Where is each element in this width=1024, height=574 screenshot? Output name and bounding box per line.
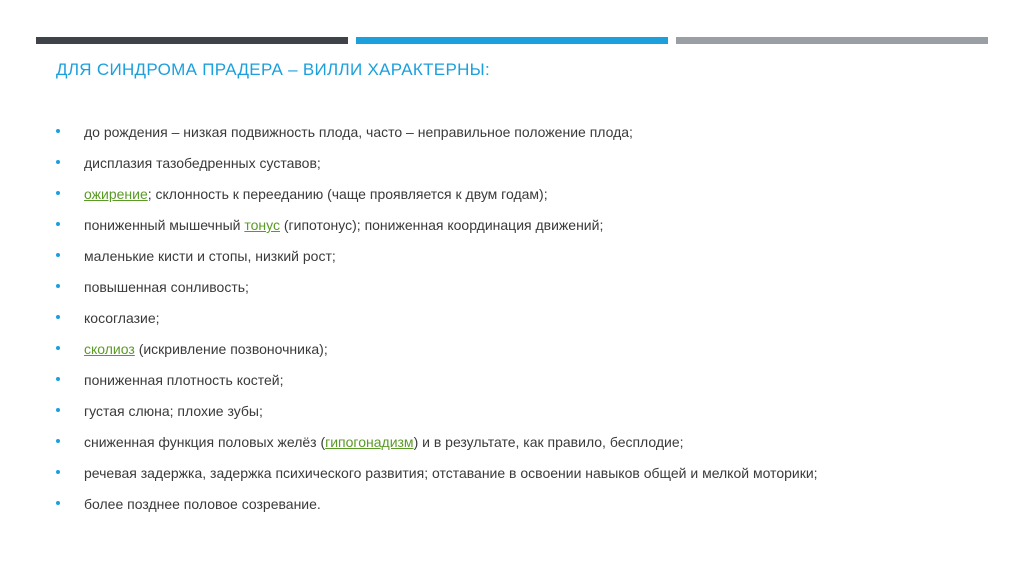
term-link[interactable]: гипогонадизм <box>325 434 414 450</box>
bullet-icon <box>56 346 60 350</box>
header-bar-gray <box>676 37 988 44</box>
bullet-icon <box>56 439 60 443</box>
list-item <box>56 372 996 403</box>
bullet-icon <box>56 129 60 133</box>
list-item <box>56 124 996 155</box>
item-text: ; склонность к перееданию (чаще проявляется к двум годам); <box>147 186 548 202</box>
item-text: более позднее половое созревание. <box>84 496 321 512</box>
list-item <box>56 310 996 341</box>
item-text: ) и в результате, как правило, бесплодие; <box>413 434 684 450</box>
list-item <box>56 341 996 372</box>
bullet-icon <box>56 253 60 257</box>
term-link[interactable]: ожирение <box>84 186 148 202</box>
slide-title: ДЛЯ СИНДРОМА ПРАДЕРА – ВИЛЛИ ХАРАКТЕРНЫ: <box>56 60 491 79</box>
list-item <box>56 248 996 279</box>
list-item <box>56 186 996 217</box>
bullet-icon <box>56 160 60 164</box>
header-bar-blue <box>356 37 668 44</box>
bullet-icon <box>56 284 60 288</box>
item-text: речевая задержка, задержка психического развития; отставание в освоении навыков общей и мелкой моторики; <box>84 465 818 481</box>
item-text: сниженная функция половых желёз ( <box>84 434 326 450</box>
item-text: (искривление позвоночника); <box>134 341 328 357</box>
list-item <box>56 155 996 186</box>
header-bar-dark <box>36 37 348 44</box>
list-item <box>56 496 996 527</box>
bullet-icon <box>56 408 60 412</box>
item-text: повышенная сонливость; <box>84 279 249 295</box>
item-text: пониженная плотность костей; <box>84 372 284 388</box>
bullet-icon <box>56 191 60 195</box>
term-link[interactable]: сколиоз <box>84 341 135 357</box>
term-link[interactable]: тонус <box>244 217 280 233</box>
item-text: густая слюна; плохие зубы; <box>84 403 263 419</box>
list-item <box>56 403 996 434</box>
item-text: маленькие кисти и стопы, низкий рост; <box>84 248 336 264</box>
list-item <box>56 279 996 310</box>
list-item <box>56 434 996 465</box>
list-item <box>56 217 996 248</box>
item-text: до рождения – низкая подвижность плода, часто – неправильное положение плода; <box>84 124 633 140</box>
symptom-list <box>56 124 996 527</box>
bullet-icon <box>56 315 60 319</box>
list-item <box>56 465 996 496</box>
bullet-icon <box>56 470 60 474</box>
item-text: (гипотонус); пониженная координация движений; <box>279 217 604 233</box>
item-text: пониженный мышечный <box>84 217 245 233</box>
bullet-icon <box>56 222 60 226</box>
item-text: дисплазия тазобедренных суставов; <box>84 155 321 171</box>
bullet-icon <box>56 377 60 381</box>
item-text: косоглазие; <box>84 310 160 326</box>
bullet-icon <box>56 501 60 505</box>
